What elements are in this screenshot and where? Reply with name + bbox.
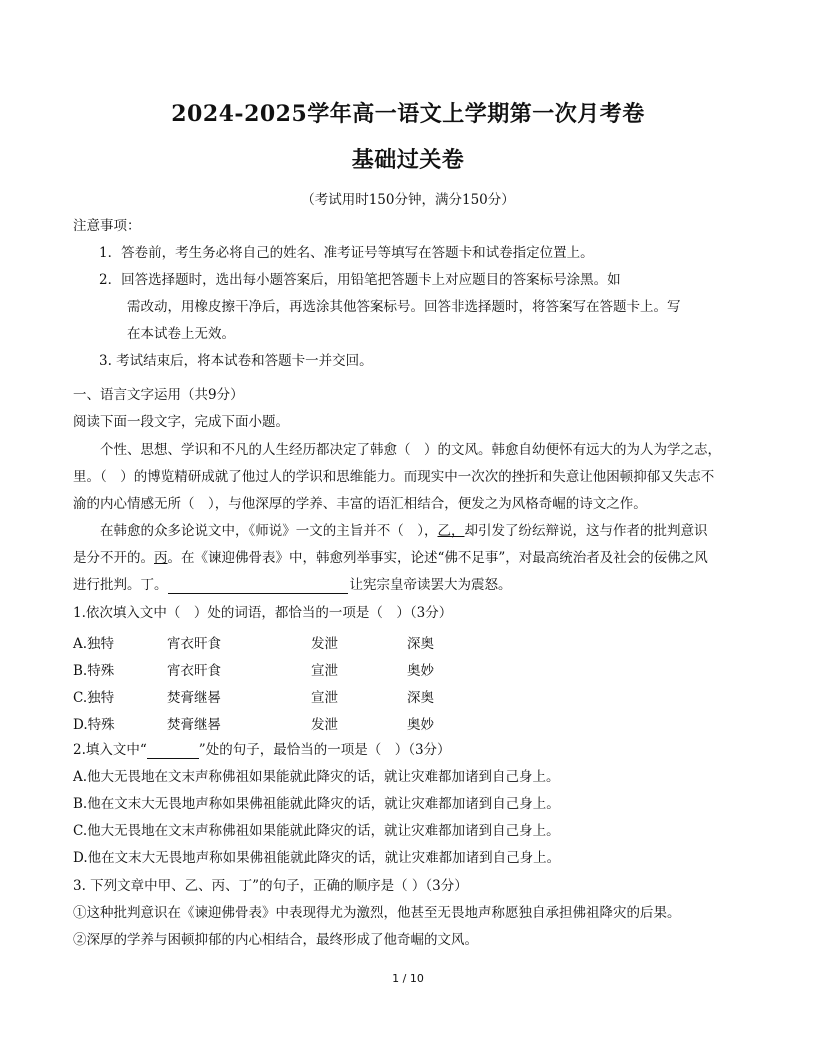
q3-sentence-2: ②深厚的学养与困顿抑郁的内心相结合，最终形成了他奇崛的文风。 [73,932,478,948]
passage-p2-line-3 [73,576,512,594]
option-word-1: 焚膏继晷 [167,690,221,706]
passage-text: 。在《谏迎佛骨表》中，韩愈列举事实，论述“佛不足事”，对最高统治者及社会的佞佛之风 [167,550,708,566]
option-label: D.特殊 [73,717,115,733]
q2-option-a: A.他大无畏地在文末声称佛祖如果能就此降灾的话，就让灾难都加诸到自己身上。 [73,769,560,785]
exam-meta: （考试用时150分钟，满分150分） [301,192,515,208]
passage-text: 让宪宗皇帝读罢大为震怒。 [349,577,512,593]
option-word-1: 焚膏继晷 [167,717,221,733]
exam-subtitle: 基础过关卷 [351,147,465,173]
option-word-3: 深奥 [407,636,434,652]
option-word-3: 奥妙 [407,663,434,679]
option-word-3: 奥妙 [407,717,434,733]
marker-bing: 丙 [154,550,168,566]
passage-p2-line-2 [73,549,708,567]
passage-p1-line-2: 里。（ ）的博览精研成就了他过人的学识和思维能力。而现实中一次次的挫折和失意让他困顿抑郁又失志不 [73,469,715,485]
option-word-3: 深奥 [407,690,434,706]
q2-stem [73,741,451,759]
section-instruction: 阅读下面一段文字，完成下面小题。 [73,414,289,430]
passage-text: 。 [154,577,168,593]
q3-stem: 3. 下列文章中甲、乙、丙、丁”的句子，正确的顺序是（ ）（3分） [73,878,468,894]
passage-text: 却引发了纷纭辩说，这与作者的批判意识 [464,523,708,539]
passage-text: 是分不开的。 [73,550,154,566]
section-heading: 一、语言文字运用（共9分） [73,387,244,403]
q2-option-b: B.他在文末大无畏地声称如果佛祖能就此降灾的话，就让灾难都加诸到自己身上。 [73,796,560,812]
q1-stem: 1.依次填入文中（ ）处的词语，都恰当的一项是（ ）（3分） [73,605,453,621]
q2-stem-text: 2.填入文中“ [73,742,147,758]
passage-text: 进行批判。 [73,577,141,593]
passage-p2-line-1 [100,522,708,540]
marker-ding: 丁 [140,577,154,593]
note-3: 3. 考试结束后，将本试卷和答题卡一并交回。 [99,353,373,369]
passage-text: 在韩愈的众多论说文中，《师说》一文的主旨并不（ ）， [100,523,438,539]
option-word-2: 发泄 [311,717,338,733]
q1-option-b [73,659,493,677]
passage-p1-line-1: 个性、思想、学识和不凡的人生经历都决定了韩愈（ ）的文风。韩愈自幼便怀有远大的为人为学之志， [100,442,721,458]
option-label: C.独特 [73,690,115,706]
q1-option-c [73,686,493,704]
exam-title: 2024-2025学年高一语文上学期第一次月考卷 [171,101,645,127]
option-word-2: 发泄 [311,636,338,652]
fill-blank-line [168,579,348,594]
q2-option-d: D.他在文末大无畏地声称如果佛祖能就此降灾的话，就让灾难都加诸到自己身上。 [73,850,561,866]
option-word-2: 宣泄 [311,690,338,706]
q2-stem-text: ”处的句子，最恰当的一项是（ ）（3分） [198,742,451,758]
passage-p1-line-3: 渝的内心情感无所（ ），与他深厚的学养、丰富的语汇相结合，便发之为风格奇崛的诗文之作。 [73,496,647,512]
option-label: B.特殊 [73,663,115,679]
q2-blank [147,744,199,759]
option-word-1: 宵衣旰食 [167,636,221,652]
option-word-2: 宣泄 [311,663,338,679]
note-2-line-2: 需改动，用橡皮擦干净后，再选涂其他答案标号。回答非选择题时，将答案写在答题卡上。写 [127,299,681,315]
note-1: 1．答卷前，考生务必将自己的姓名、准考证号等填写在答题卡和试卷指定位置上。 [99,245,594,261]
q3-sentence-1: ①这种批判意识在《谏迎佛骨表》中表现得尤为激烈，他甚至无畏地声称愿独自承担佛祖降灾的后果。 [73,905,681,921]
notes-heading: 注意事项： [73,218,141,234]
q1-option-d [73,713,493,731]
page-number: 1 / 10 [392,972,424,985]
note-2-line-3: 在本试卷上无效。 [127,326,235,342]
q1-option-a [73,632,493,650]
option-word-1: 宵衣旰食 [167,663,221,679]
note-2-line-1: 2．回答选择题时，选出每小题答案后，用铅笔把答题卡上对应题目的答案标号涂黑。如 [99,272,621,288]
marker-yi: 乙， [437,523,465,539]
q2-option-c: C.他大无畏地在文末声称佛祖如果能就此降灾的话，就让灾难都加诸到自己身上。 [73,823,560,839]
option-label: A.独特 [73,636,115,652]
